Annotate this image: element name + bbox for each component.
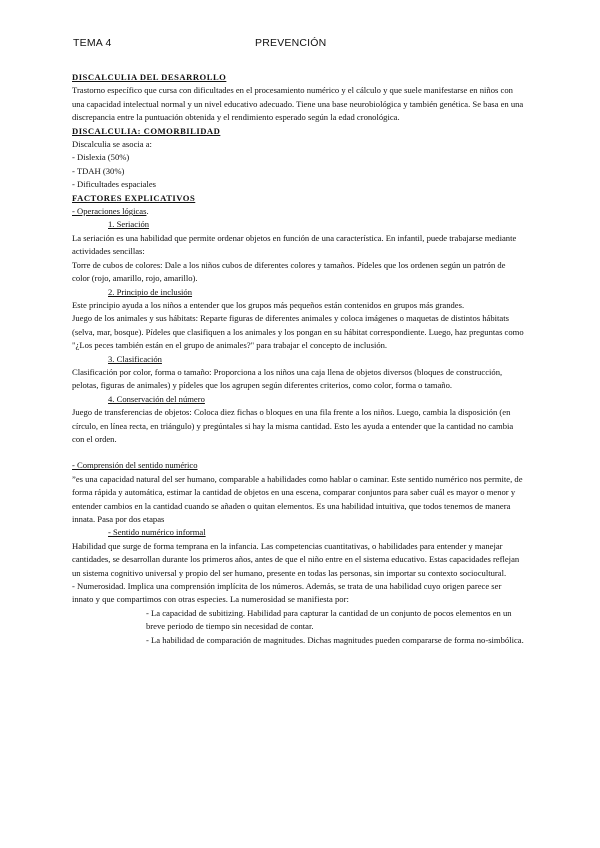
section-title-discalculia: DISCALCULIA DEL DESARROLLO <box>72 72 227 82</box>
heading-seriacion: 1. Seriación <box>108 219 150 230</box>
subitizing-item: - La capacidad de subitizing. Habilidad para capturar la cantidad de un conjunto de pocos elementos en un breve periodo de tiempo sin necesidad de contar. <box>146 607 512 632</box>
clasificacion-body: Clasificación por color, forma o tamaño: Proporciona a los niños una caja llena de objetos diversos (bloques de construcción, pelotas, figuras de animales) y pídeles que los agrupen según diferentes criterios, como color, forma o tamaño. <box>72 366 503 391</box>
subsection-operaciones <box>72 205 524 218</box>
heading-clasificacion: 3. Clasificación <box>108 353 162 364</box>
topic-label: TEMA 4 <box>73 37 112 49</box>
spacer <box>72 446 524 459</box>
comparacion-item: - La habilidad de comparación de magnitudes. Dichas magnitudes pueden compararse de forma no-simbólica. <box>146 634 524 645</box>
heading-inclusion: 2. Principio de inclusión <box>108 286 193 297</box>
sentido-informal-body: Habilidad que surge de forma temprana en la infancia. Las competencias cuantitativas, o habilidades para entender y manejar cantidades, se desarrollan durante los primeros años, antes de que el niño entre en el sistema educativo. Estas capacidades reflejan un sistema cognitivo universal y propio del ser humano, presente en todas las personas, sin importar su contexto sociocultural. <box>72 540 520 578</box>
seriacion-activity: Torre de cubos de colores: Dale a los niños cubos de diferentes colores y tamaños. Pídeles que los ordenen según un patrón de color (rojo, amarillo, rojo, amarillo). <box>72 259 506 284</box>
numerosidad-body: - Numerosidad. Implica una comprensión implícita de los números. Además, se trata de una habilidad cuyo origen parece ser innato y que compartimos con otras especies. La numerosidad se manifiesta por: <box>72 581 502 605</box>
section-title-factores: FACTORES EXPLICATIVOS <box>72 192 196 203</box>
page-header <box>73 37 540 51</box>
operaciones-dot: . <box>146 206 149 217</box>
operaciones-title: - Operaciones lógicas <box>72 206 147 217</box>
heading-conservacion: 4. Conservación del número <box>108 393 205 404</box>
document-body <box>72 71 524 647</box>
seriacion-body: La seriación es una habilidad que permite ordenar objetos en función de una característica. En infantil, puede trabajarse mediante actividades sencillas: <box>72 232 517 257</box>
inclusion-activity: Juego de los animales y sus hábitats: Reparte figuras de diferentes animales y coloca imágenes o maquetas de distintos hábitats (selva, mar, bosque). Pídeles que clasifiquen a los animales y los pongan en su hábitat correspondiente. Luego, haz preguntas como "¿Los peces también están en el grupo de animales?" para trabajar el concepto de inclusión. <box>72 313 524 351</box>
section-title-comorbilidad: DISCALCULIA: COMORBILIDAD <box>72 125 221 136</box>
discalculia-definition: Trastorno específico que cursa con dificultades en el procesamiento numérico y el cálculo y que suele manifestarse en niños con una capacidad intelectual normal y un nivel educativo adecuado. Tiene una base neurobiológica y también genética. Se basa en una discrepancia entre la puntuación obtenida y el rendimiento esperado según la edad cronológica. <box>72 85 524 123</box>
subsection-sentido-numerico: - Comprensión del sentido numérico <box>72 460 198 471</box>
sentido-numerico-body: ”es una capacidad natural del ser humano, comparable a habilidades como hablar o caminar. Este sentido numérico nos permite, de forma rápida y automática, estimar la cantidad de objetos en una escena, comparar conjuntos para saber cuál es mayor o menor y entender cambios en la cantidad cuando se añaden o quitan elementos. Es una habilidad intuitiva, que todos tenemos de manera innata. Pasa por dos etapas <box>72 473 523 524</box>
conservacion-body: Juego de transferencias de objetos: Coloca diez fichas o bloques en una fila frente a los niños. Luego, cambia la disposición (en círculo, en línea recta, en triángulo) y pregúntales si hay la misma cantidad. Esto les ayuda a entender que la cantidad no cambia con el orden. <box>72 407 514 444</box>
list-item: - TDAH (30%) <box>72 165 125 176</box>
inclusion-body: Este principio ayuda a los niños a entender que los grupos más pequeños están contenidos en grupos más grandes. <box>72 299 465 310</box>
comorbilidad-intro: Discalculia se asocia a: <box>72 139 152 150</box>
list-item: - Dificultades espaciales <box>72 179 156 190</box>
heading-sentido-informal: - Sentido numérico informal <box>108 527 206 538</box>
page-title: PREVENCIÓN <box>255 37 327 49</box>
list-item: - Dislexia (50%) <box>72 152 130 163</box>
